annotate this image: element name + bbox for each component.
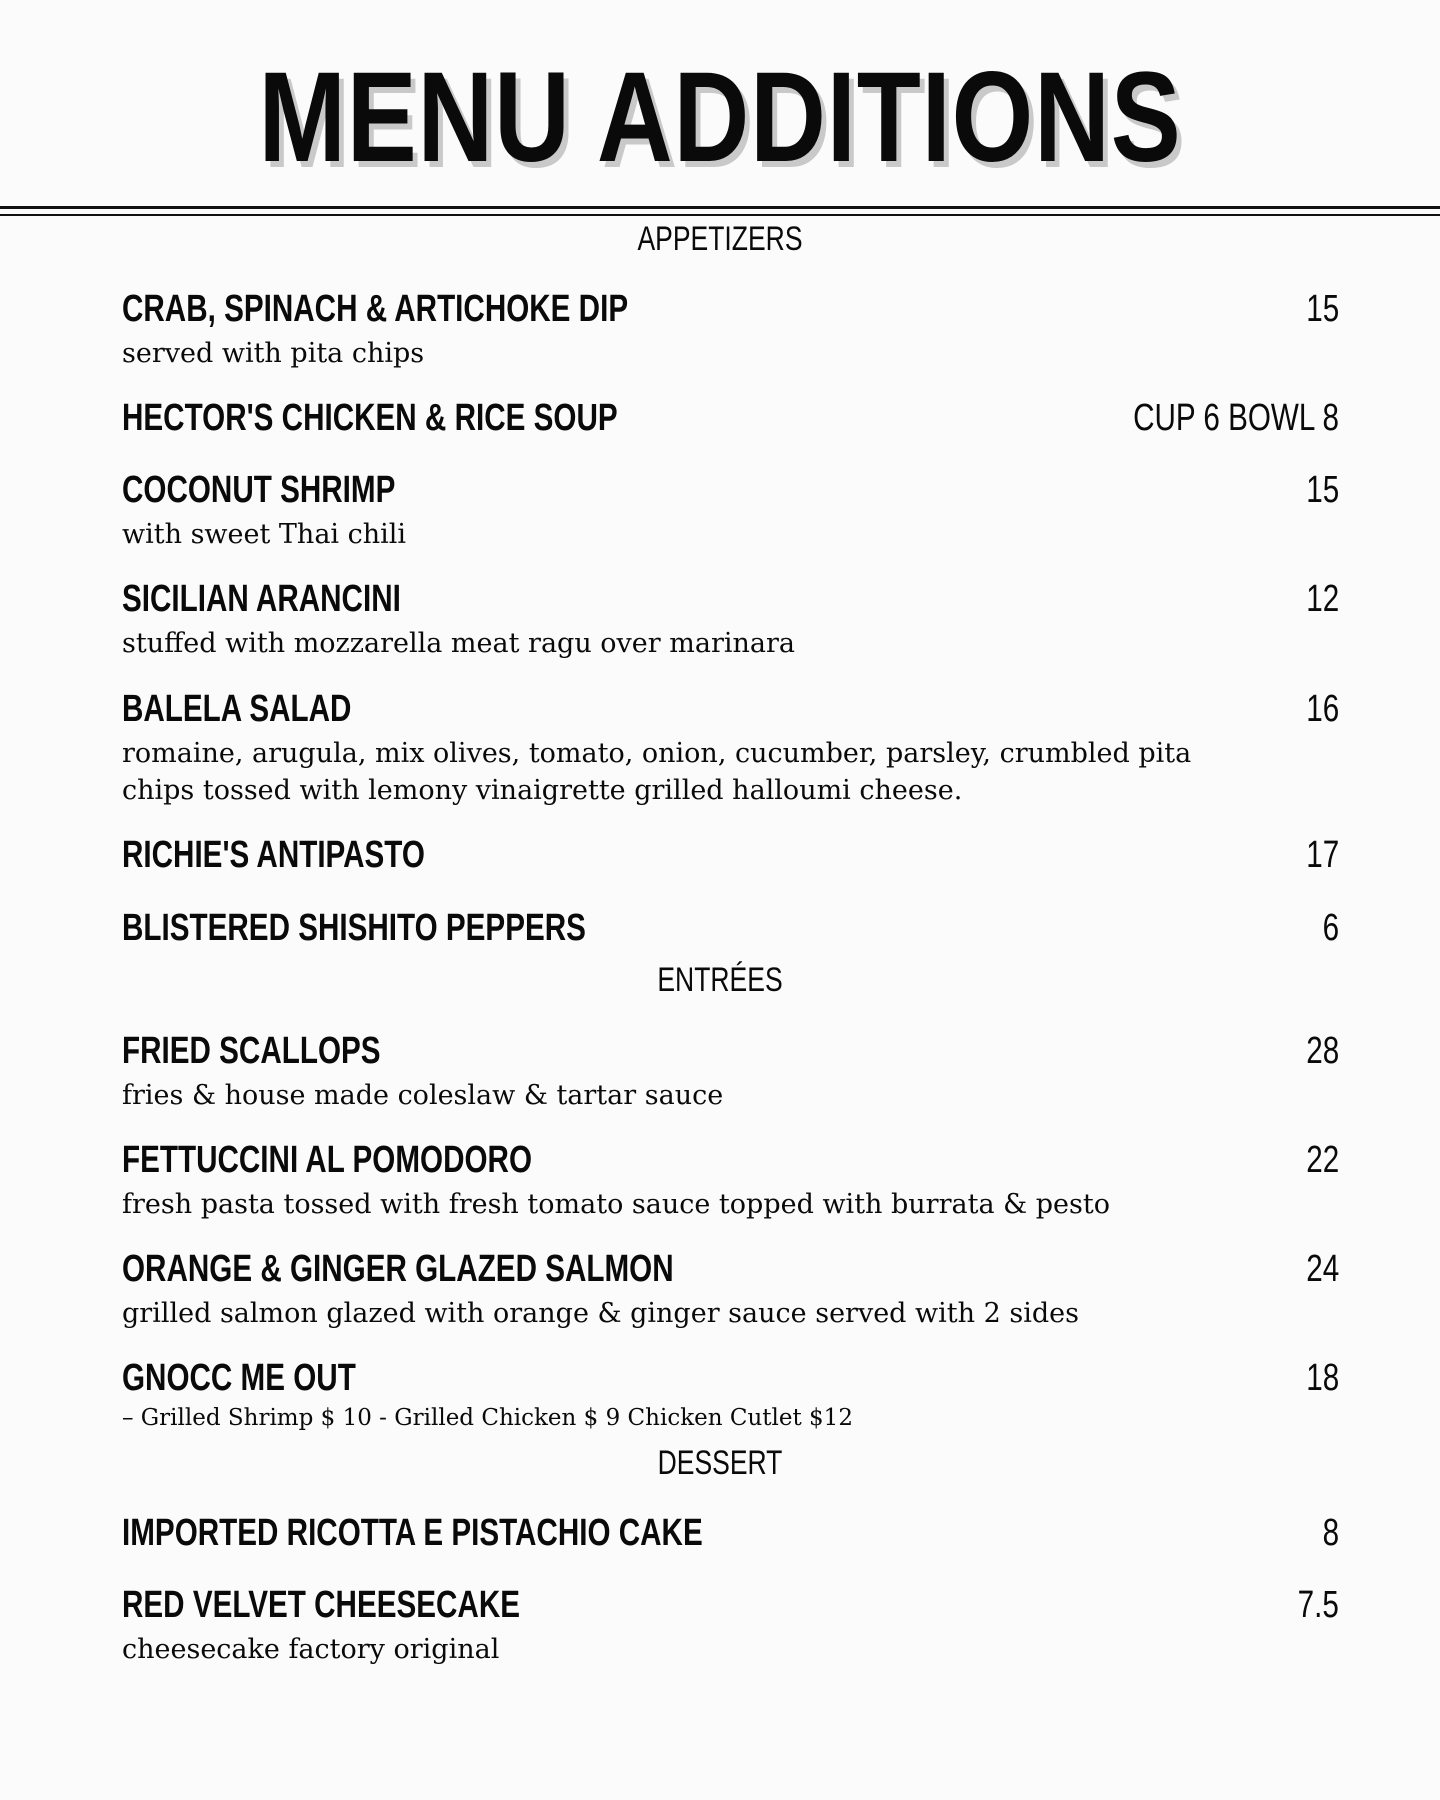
menu-item [122, 575, 1339, 662]
item-price: 6 [1322, 907, 1339, 949]
item-price: 7.5 [1297, 1584, 1339, 1626]
item-description: stuffed with mozzarella meat ragu over marinara [122, 628, 796, 659]
item-price: 18 [1306, 1357, 1339, 1399]
item-name: SICILIAN ARANCINI [122, 578, 401, 620]
title-divider-bottom [0, 214, 1440, 216]
item-price: 8 [1322, 1512, 1339, 1554]
item-price: 22 [1306, 1139, 1339, 1181]
item-price: 15 [1306, 288, 1339, 330]
item-description: cheesecake factory original [122, 1634, 500, 1665]
menu-item [122, 1354, 1339, 1434]
item-name: IMPORTED RICOTTA E PISTACHIO CAKE [122, 1512, 703, 1554]
menu-item [122, 1509, 1339, 1557]
item-price: CUP 6 BOWL 8 [1133, 397, 1339, 439]
item-price: 24 [1306, 1248, 1339, 1290]
page-title: MENU ADDITIONS [258, 46, 1182, 189]
item-description: with sweet Thai chili [122, 519, 407, 550]
menu-item [122, 394, 1339, 442]
item-name: COCONUT SHRIMP [122, 469, 396, 511]
item-description: fresh pasta tossed with fresh tomato sauce topped with burrata & pesto [122, 1189, 1110, 1220]
item-name: FRIED SCALLOPS [122, 1030, 381, 1072]
menu-item [122, 1136, 1339, 1223]
item-name: RED VELVET CHEESECAKE [122, 1584, 521, 1626]
item-name: ORANGE & GINGER GLAZED SALMON [122, 1248, 674, 1290]
menu-item [122, 1027, 1339, 1114]
menu-item [122, 285, 1339, 372]
item-price: 17 [1306, 834, 1339, 876]
item-name: HECTOR'S CHICKEN & RICE SOUP [122, 397, 618, 439]
menu-item [122, 904, 1339, 952]
section-heading-entrees: ENTRÉES [657, 961, 783, 999]
menu-item [122, 1245, 1339, 1332]
item-price: 12 [1306, 578, 1339, 620]
item-name: BALELA SALAD [122, 688, 352, 730]
menu-item [122, 466, 1339, 553]
item-description: fries & house made coleslaw & tartar sauce [122, 1080, 724, 1111]
item-name: RICHIE'S ANTIPASTO [122, 834, 425, 876]
section-heading-dessert: DESSERT [657, 1444, 783, 1482]
item-description: grilled salmon glazed with orange & ginger sauce served with 2 sides [122, 1298, 1079, 1329]
title-divider-top [0, 206, 1440, 209]
menu-item [122, 685, 1339, 809]
item-price: 16 [1306, 688, 1339, 730]
item-name: CRAB, SPINACH & ARTICHOKE DIP [122, 288, 629, 330]
item-addons: – Grilled Shrimp $ 10 - Grilled Chicken $ 9 Chicken Cutlet $12 [122, 1405, 853, 1431]
item-name: FETTUCCINI AL POMODORO [122, 1139, 533, 1181]
menu-item [122, 1581, 1339, 1668]
menu-item [122, 831, 1339, 879]
item-price: 15 [1306, 469, 1339, 511]
item-price: 28 [1306, 1030, 1339, 1072]
item-description: romaine, arugula, mix olives, tomato, onion, cucumber, parsley, crumbled pita chips tossed with lemony vinaigrette grilled halloumi cheese. [122, 738, 1192, 806]
section-heading-appetizers: APPETIZERS [637, 220, 803, 258]
item-name: BLISTERED SHISHITO PEPPERS [122, 907, 586, 949]
item-description: served with pita chips [122, 338, 425, 369]
item-name: GNOCC ME OUT [122, 1357, 356, 1399]
